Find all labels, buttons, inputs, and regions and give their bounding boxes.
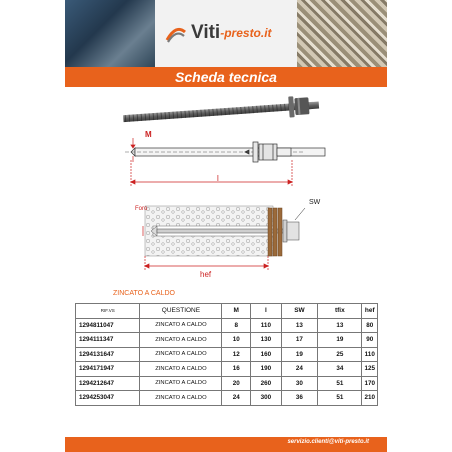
footer-bar — [65, 437, 387, 452]
cell-l: 160 — [251, 347, 282, 362]
cell-code: 1294253047 — [76, 391, 140, 406]
brand-domain: -presto.it — [220, 26, 272, 40]
col-header-ref: RIF.VS — [76, 304, 140, 319]
cell-m: 16 — [222, 362, 251, 377]
cell-l: 260 — [251, 376, 282, 391]
cell-description: ZINCATO A CALDO — [140, 376, 222, 391]
cell-code: 1294131647 — [76, 347, 140, 362]
cell-description: ZINCATO A CALDO — [140, 362, 222, 377]
cell-description: ZINCATO A CALDO — [140, 391, 222, 406]
cell-hef: 170 — [362, 376, 378, 391]
col-header-tfix: tfix — [318, 304, 362, 319]
table-row — [76, 362, 378, 377]
cell-l: 300 — [251, 391, 282, 406]
cell-sw: 30 — [281, 376, 317, 391]
cell-sw: 36 — [281, 391, 317, 406]
screws-photo — [297, 0, 387, 67]
installed-anchor-section — [65, 198, 387, 280]
cell-code: 1294171947 — [76, 362, 140, 377]
cell-hef: 90 — [362, 333, 378, 348]
table-header-row — [76, 304, 378, 319]
cell-tfix: 51 — [318, 391, 362, 406]
cell-m: 12 — [222, 347, 251, 362]
cell-m: 24 — [222, 391, 251, 406]
col-header-description: QUESTIONE — [140, 304, 222, 319]
col-header-sw: SW — [281, 304, 317, 319]
finish-subtitle: ZINCATO A CALDO — [113, 290, 175, 297]
cell-description: ZINCATO A CALDO — [140, 318, 222, 333]
cell-sw: 24 — [281, 362, 317, 377]
page-title: Scheda tecnica — [65, 67, 387, 87]
col-header-l: l — [251, 304, 282, 319]
cell-tfix: 34 — [318, 362, 362, 377]
spec-table — [75, 303, 378, 406]
sw-label: SW — [309, 199, 321, 206]
cell-hef: 110 — [362, 347, 378, 362]
brand-logo — [165, 20, 272, 46]
cell-m: 20 — [222, 376, 251, 391]
anchor-rod-drawing — [65, 128, 387, 198]
table-row — [76, 347, 378, 362]
cell-m: 8 — [222, 318, 251, 333]
arc-logo-icon — [165, 22, 187, 44]
cell-tfix: 25 — [318, 347, 362, 362]
cell-hef: 125 — [362, 362, 378, 377]
cell-l: 110 — [251, 318, 282, 333]
cell-sw: 13 — [281, 318, 317, 333]
cell-sw: 17 — [281, 333, 317, 348]
anchor-rod-render — [65, 92, 387, 128]
cell-code: 1294111347 — [76, 333, 140, 348]
dimension-m-label: M — [145, 130, 152, 139]
cell-code: 1294212647 — [76, 376, 140, 391]
cell-tfix: 51 — [318, 376, 362, 391]
header-banner — [65, 0, 387, 67]
hef-label: hef — [200, 270, 212, 279]
brand-name: Viti — [191, 22, 221, 43]
cell-hef: 210 — [362, 391, 378, 406]
table-row — [76, 376, 378, 391]
cell-tfix: 19 — [318, 333, 362, 348]
tools-photo — [65, 0, 155, 67]
cell-description: ZINCATO A CALDO — [140, 347, 222, 362]
foro-label: Foro — [135, 206, 148, 212]
table-row — [76, 391, 378, 406]
cell-code: 1294811047 — [76, 318, 140, 333]
cell-l: 190 — [251, 362, 282, 377]
dimension-l-label: l — [217, 174, 219, 183]
technical-sheet — [65, 0, 387, 452]
cell-m: 10 — [222, 333, 251, 348]
cell-hef: 80 — [362, 318, 378, 333]
table-row — [76, 333, 378, 348]
cell-description: ZINCATO A CALDO — [140, 333, 222, 348]
support-email-link[interactable]: servizio.clienti@viti-presto.it — [287, 439, 369, 445]
table-row — [76, 318, 378, 333]
cell-l: 130 — [251, 333, 282, 348]
cell-sw: 19 — [281, 347, 317, 362]
col-header-hef: hef — [362, 304, 378, 319]
col-header-m: M — [222, 304, 251, 319]
cell-tfix: 13 — [318, 318, 362, 333]
